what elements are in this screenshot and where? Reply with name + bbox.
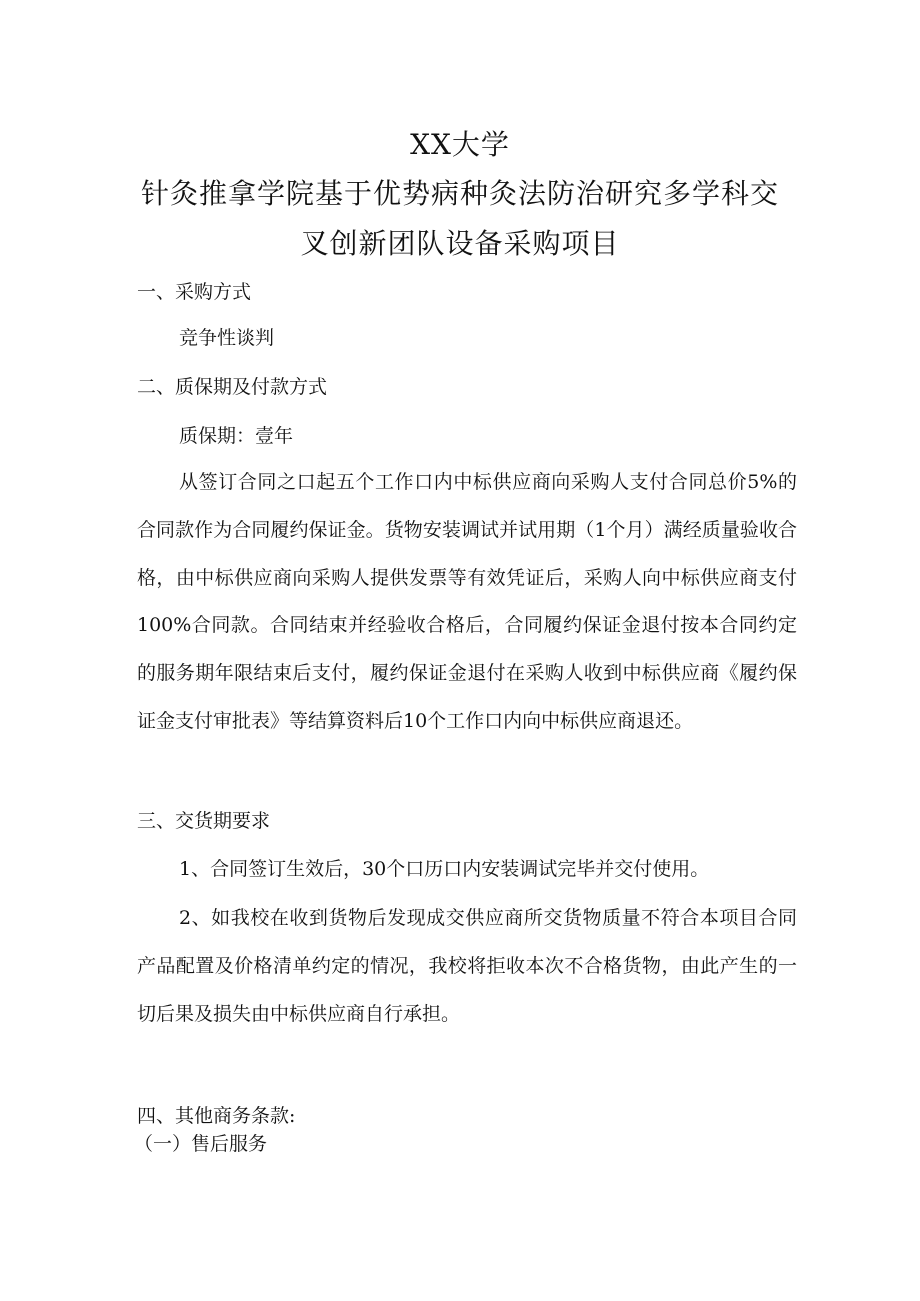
procurement-method: 竞争性谈判 — [179, 327, 275, 349]
payment-terms-paragraph: 从签订合同之口起五个工作口内中标供应商向采购人支付合同总价5%的合同款作为合同履约保证金。货物安装调试并试用期（1个月）满经质量验收合格，由中标供应商向采购人提供发票等有效凭证后，采购人向中标供应商支付100%合同款。合同结束并经验收合格后，合同履约保证金退付按本合同约定的服务期年限结束后支付，履约保证金退付在采购人收到中标供应商《履约保证金支付审批表》等结算资料后10个工作口内向中标供应商退还。 — [137, 471, 797, 732]
section-4-heading: 四、其他商务条款: — [137, 1105, 296, 1127]
delivery-item-2: 2、如我校在收到货物后发现成交供应商所交货物质量不符合本项目合同产品配置及价格清单约定的情况，我校将拒收本次不合格货物，由此产生的一切后果及损失由中标供应商自行承担。 — [137, 907, 797, 1025]
document-title-line-2: 针灸推拿学院基于优势病种灸法防治研究多学科交 — [140, 177, 779, 210]
section-3-heading: 三、交货期要求 — [137, 810, 271, 832]
section-2-heading: 二、质保期及付款方式 — [137, 376, 328, 398]
delivery-item-1: 1、合同签订生效后，30个口历口内安装调试完毕并交付使用。 — [179, 858, 710, 880]
warranty-period: 质保期：壹年 — [179, 425, 294, 447]
section-4-subheading-1: （一）售后服务 — [134, 1133, 268, 1155]
section-1-heading: 一、采购方式 — [137, 281, 252, 303]
document-title-line-1: XX大学 — [410, 128, 510, 161]
document-title-line-3: 叉创新团队设备采购项目 — [300, 227, 620, 260]
